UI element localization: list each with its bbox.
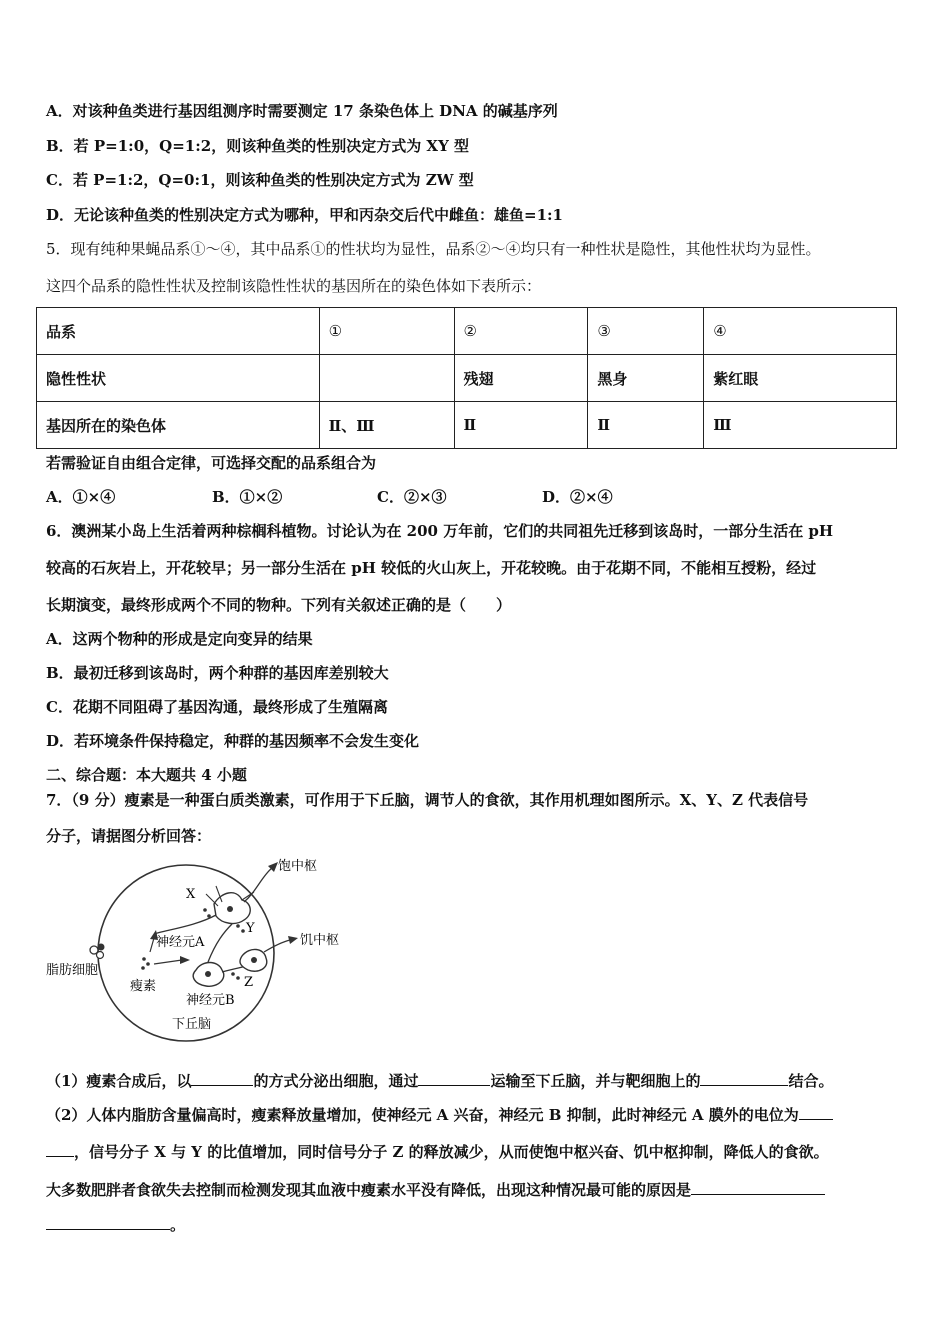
q5-option-d: D．②×④ [542, 488, 613, 506]
fat-cell-shape [97, 952, 104, 959]
q7-part2-line4 [46, 1213, 185, 1235]
signal-z-dot [236, 976, 240, 980]
q6-option-a: A．这两个物种的形成是定向变异的结果 [46, 630, 313, 648]
neuron-b-nucleus [205, 971, 211, 977]
q6-stem-line1: 6．澳洲某小岛上生活着两种棕榈科植物。讨论认为在 200 万年前，它们的共同祖先迁移到该岛时，一部分生活在 pH [46, 522, 834, 540]
answer-blank[interactable] [46, 1140, 74, 1157]
answer-blank[interactable] [799, 1103, 833, 1120]
leptin-arrow-head [180, 956, 190, 964]
leptin-mechanism-diagram [46, 852, 366, 1042]
leptin-label: 瘦素 [130, 979, 157, 994]
neuron-a-axon [154, 915, 216, 934]
signal-y-dot [241, 929, 245, 933]
q7-part1 [46, 1069, 834, 1091]
q5-stem-line1: 5．现有纯种果蝇品系①～④，其中品系①的性状均为显性，品系②～④均只有一种性状是隐性，其他性状均为显性。 [46, 240, 821, 258]
table-cell: 紫红眼 [704, 355, 897, 402]
answer-blank[interactable] [691, 1178, 825, 1195]
q6-stem-line2: 较高的石灰岩上，开花较早；另一部分生活在 pH 较低的火山灰上，开花较晚。由于花期不同，不能相互授粉，经过 [46, 559, 817, 577]
q6-option-d: D．若环境条件保持稳定，种群的基因频率不会发生变化 [46, 732, 420, 750]
q4-option-a: A．对该种鱼类进行基因组测序时需要测定 17 条染色体上 DNA 的碱基序列 [46, 102, 558, 120]
q7-part2-line2 [46, 1140, 829, 1162]
q5-option-a: A．①×④ [46, 488, 116, 506]
answer-blank[interactable] [700, 1069, 788, 1086]
q4-option-d: D．无论该种鱼类的性别决定方式为哪种，甲和丙杂交后代中雌鱼：雄鱼=1:1 [46, 206, 563, 224]
leptin-dot [142, 957, 146, 961]
table-row [37, 308, 897, 355]
q4-option-c: C．若 P=1:2，Q=0:1，则该种鱼类的性别决定方式为 ZW 型 [46, 171, 474, 189]
fat-cell-label: 脂肪细胞 [46, 963, 99, 978]
table-cell: 品系 [37, 308, 320, 355]
q6-stem-line3: 长期演变，最终形成两个不同的物种。下列有关叙述正确的是（ ） [46, 596, 512, 614]
table-row [37, 355, 897, 402]
table-cell: 隐性性状 [37, 355, 320, 402]
neuron-a-label: 神经元A [156, 935, 205, 950]
table-cell: 黑身 [588, 355, 704, 402]
table-cell [319, 355, 454, 402]
strain-table [36, 307, 897, 449]
neuron-b-label: 神经元B [186, 993, 235, 1008]
table-cell: Ⅱ、Ⅲ [319, 402, 454, 449]
table-cell: ① [319, 308, 454, 355]
fat-cell-shape [98, 944, 105, 951]
table-cell: Ⅲ [704, 402, 897, 449]
q7-part1-text-a: （1）瘦素合成后，以 [46, 1072, 192, 1090]
q4-option-b: B．若 P=1:0，Q=1:2，则该种鱼类的性别决定方式为 XY 型 [46, 137, 469, 155]
leptin-dot [146, 962, 150, 966]
q7-part2-text-a: （2）人体内脂肪含量偏高时，瘦素释放量增加，使神经元 A 兴奋，神经元 B 抑制，此时神经元 A 膜外的电位为 [46, 1106, 799, 1124]
arrow-to-hunger [264, 940, 290, 952]
signal-x-dot [207, 914, 211, 918]
signal-x-dot [203, 908, 207, 912]
q7-part1-text-b: 的方式分泌出细胞，通过 [253, 1072, 419, 1090]
q6-option-c: C．花期不同阻碍了基因沟通，最终形成了生殖隔离 [46, 698, 388, 716]
q5-stem-line2: 这四个品系的隐性性状及控制该隐性性状的基因所在的染色体如下表所示： [46, 277, 542, 295]
q7-part1-text-c: 运输至下丘脑，并与靶细胞上的 [490, 1072, 701, 1090]
signal-y-dot [236, 924, 240, 928]
arrow-to-satiety [244, 868, 272, 902]
table-cell: ③ [588, 308, 704, 355]
answer-blank[interactable] [418, 1069, 490, 1086]
table-cell: 残翅 [454, 355, 588, 402]
neuron-a-nucleus [227, 906, 233, 912]
arrow-head-hunger [288, 936, 298, 944]
q7-part2-text-b: ，信号分子 X 与 Y 的比值增加，同时信号分子 Z 的释放减少，从而使饱中枢兴奋、饥中枢抑制，降低人的食欲。 [74, 1143, 829, 1161]
q5-option-c: C．②×③ [377, 488, 447, 506]
leptin-dot [141, 966, 145, 970]
leptin-arrow-b [154, 960, 182, 964]
q7-part2-line3 [46, 1178, 825, 1200]
signal-z-label: Z [244, 975, 254, 990]
q7-stem-line2: 分子，请据图分析回答： [46, 827, 212, 845]
table-cell: ④ [704, 308, 897, 355]
satiety-center-label: 饱中枢 [278, 859, 318, 874]
hypothalamus-label: 下丘脑 [172, 1017, 212, 1032]
signal-z-dot [231, 972, 235, 976]
q5-option-b: B．①×② [212, 488, 283, 506]
hunger-neuron-nucleus [251, 957, 257, 963]
neuron-b-axon-up [208, 924, 232, 962]
table-row [37, 402, 897, 449]
q7-part2-line1 [46, 1103, 833, 1125]
answer-blank[interactable] [46, 1213, 170, 1230]
hunger-center-label: 饥中枢 [300, 933, 340, 948]
leptin-arrow-a [150, 938, 154, 952]
table-cell: ② [454, 308, 588, 355]
table-cell: 基因所在的染色体 [37, 402, 320, 449]
signal-x-label: X [186, 887, 196, 902]
q7-stem-line1: 7．（9 分）瘦素是一种蛋白质类激素，可作用于下丘脑，调节人的食欲，其作用机理如图所示。X、Y、Z 代表信号 [46, 791, 809, 809]
section2-title: 二、综合题：本大题共 4 小题 [46, 766, 247, 784]
table-cell: Ⅱ [588, 402, 704, 449]
q7-part2-text-c: 大多数肥胖者食欲失去控制而检测发现其血液中瘦素水平没有降低，出现这种情况最可能的原因是 [46, 1181, 692, 1199]
signal-y-label: Y [246, 921, 255, 936]
q5-question: 若需验证自由组合定律，可选择交配的品系组合为 [46, 454, 377, 472]
q7-part1-text-d: 结合。 [788, 1072, 834, 1090]
q7-part2-text-d: 。 [170, 1216, 186, 1234]
answer-blank[interactable] [191, 1069, 253, 1086]
table-cell: Ⅱ [454, 402, 588, 449]
q6-option-b: B．最初迁移到该岛时，两个种群的基因库差别较大 [46, 664, 389, 682]
